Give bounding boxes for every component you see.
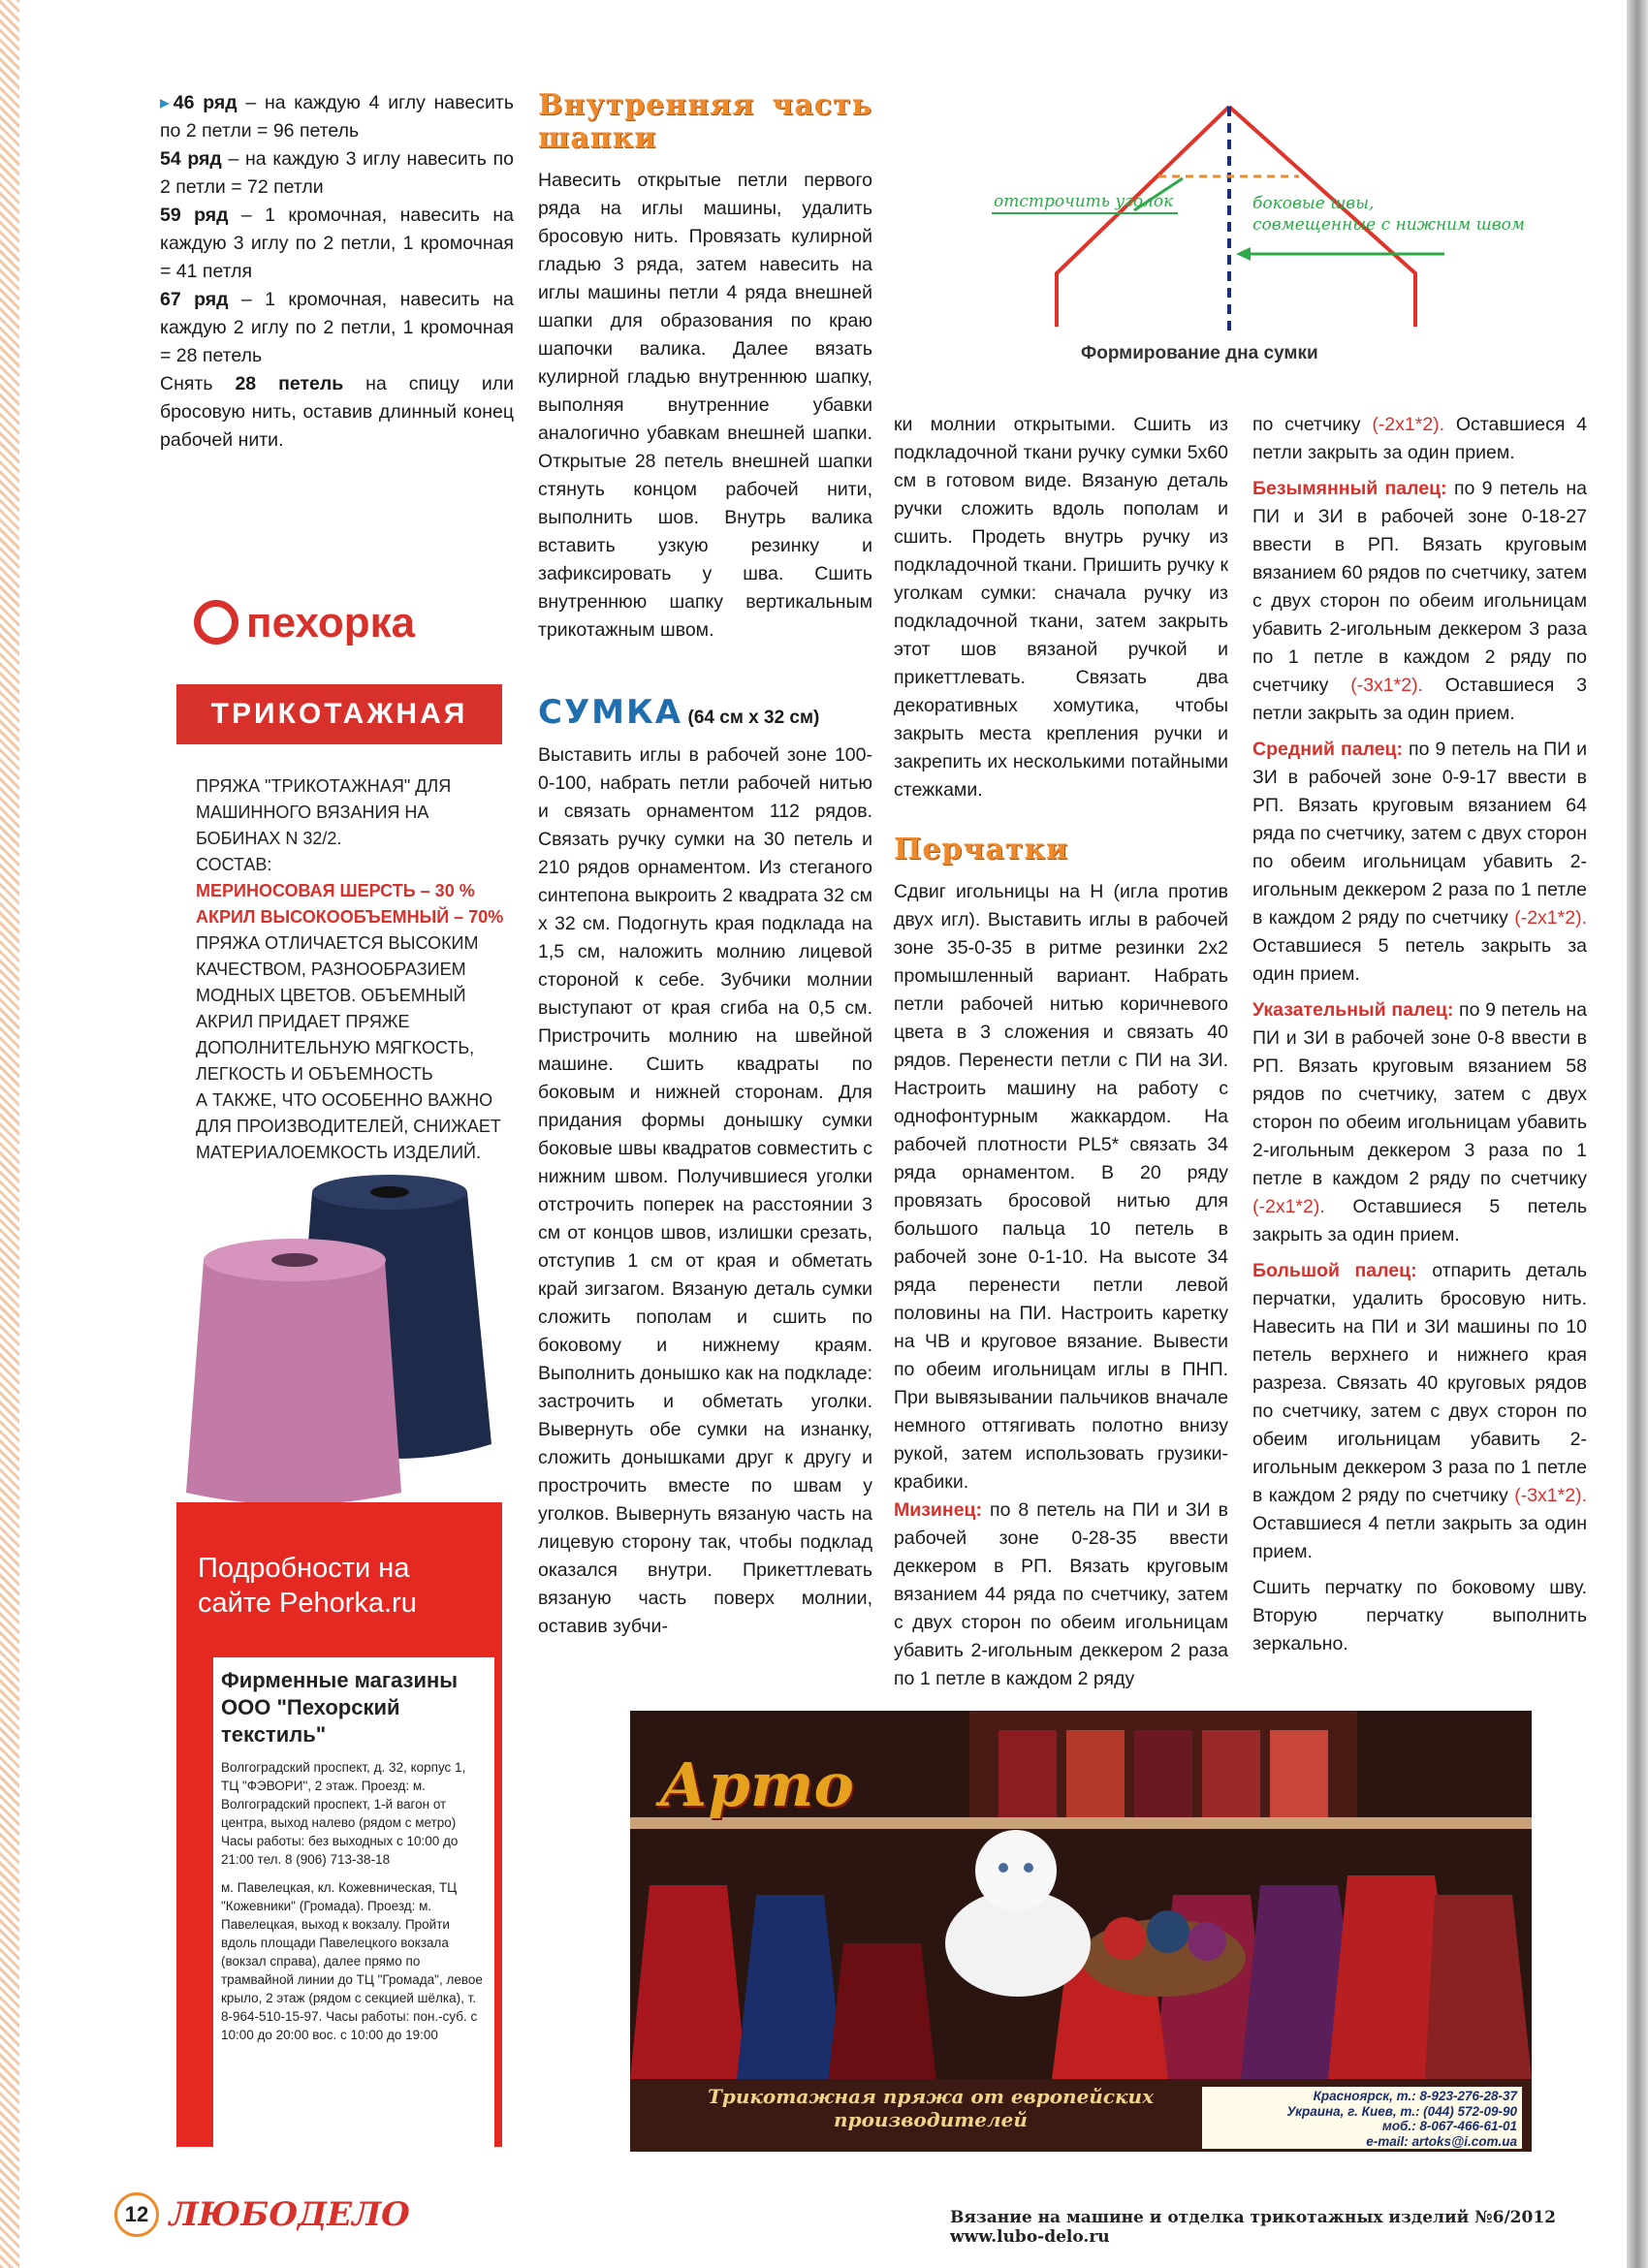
bag-outline-left: [1057, 107, 1229, 327]
bag-text: Выставить иглы в рабочей зоне 100-0-100, набрать петли рабочей нитью и связать орнаментом 112 рядов. Связать ручку сумки на 30 петель и 210 рядов орнаментом. Из стеганого синтепона выкроить 2 квадрата 32 см х 32 см. Подогнуть края подклада на 1,5 см, наложить молнию лицевой стороной к себе. Зубчики молнии выступают от края сгиба на 0,5 см. Пристрочить молнию на швейной машине. Сшить квадраты по боковым и нижней сторонам. Для придания формы донышку сумки боковые швы квадратов совместить с нижним швом. Получившиеся уголки отстрочить поперек на расстоянии 3 см от концов швов, излишки срезать, отступив 1 см от края и обметать край зигзагом. Вязаную деталь сумки сложить пополам и сшить по боковому и нижнему краям. Выполнить донышко как на подкладе: застрочить и обметать уголки. Вывернуть обе сумки на изнанку, сложить донышками друг к другу и прострочить вместе по швам у уголков. Вывернуть вязаную часть на лицевую сторону так, чтобы подклад оказался внутри. Прикеттлевать вязаную часть поверх молнии, оставив зубчи-: [538, 744, 872, 1637]
column-4: [1252, 411, 1587, 1658]
final-text: Сшить перчатку по боковому шву. Вторую перчатку выполнить зеркально.: [1252, 1577, 1587, 1654]
heading-gloves: Перчатки: [894, 833, 1069, 866]
diagram-svg: [989, 89, 1551, 380]
ring-finger-text: Безымянный палец: по 9 петель на ПИ и ЗИ в рабочей зоне 0-18-27 ввести в РП. Вязать круговым вязанием 60 рядов по счетчику, затем с двух сторон по обеим игольницам убавить 2-игольным деккером 3 раза по 1 петле в каждом 2 ряду по счетчику (-3x1*2). Оставшиеся 3 петли закрыть за один прием.: [1252, 478, 1587, 724]
arto-slogan: Трикотажная пряжа от европейских производителей: [707, 2085, 1155, 2131]
middle-finger-text: Средний палец: по 9 петель на ПИ и ЗИ в рабочей зоне 0-9-17 ввести в РП. Вязать круговым вязанием 64 ряда по счетчику, затем с двух сторон по обеим игольницам убавить 2-игольным деккером 2 раза по 1 петле в каждом 2 ряду по счетчику (-2x1*2). Оставшиеся 5 петель закрыть за один прием.: [1252, 739, 1587, 985]
bag-size: (64 см х 32 см): [687, 708, 820, 728]
bullet-arrow-icon: ▸: [160, 92, 170, 113]
row-67: 67 ряд – 1 кромочная, навесить на каждую 2 иглу по 2 петли, 1 кромочная = 28 петель: [160, 289, 514, 366]
arrow-right-head: [1236, 247, 1251, 261]
column-2: [538, 89, 872, 1641]
bag-continued-text: ки молнии открытыми. Сшить из подкладочной ткани ручку сумки 5х60 см в готовом виде. Вязаную деталь ручки сложить вдоль пополам и сшить. Продеть внутрь ручку из подкладочной ткани. Пришить ручку к уголкам сумки: сначала ручку из подкладочной ткани, затем закрыть этот шов вязаной ручкой и прикеттлевать. Связать два декоративных хомутика, чтобы закрыть места крепления ручки и закрепить их несколькими потайными стежками.: [894, 414, 1228, 801]
store-2: м. Павелецкая, кл. Кожевническая, ТЦ "Кожевники" (Громада). Проезд: м. Павелецкая, выход к вокзалу. Пройти вдоль площади Павелецкого вокзала (вокзал справа), далее прямо по трамвайной линии до ТЦ "Громада", левое крыло, 2 этаж (рядом с секцией шёлка), т. 8-964-510-15-97. Часы работы: пон.-суб. с 10:00 до 20:00 вос. с 10:00 до 19:00: [221, 1880, 483, 2042]
label-side-seams-2: совмещенные с нижним швом: [1252, 215, 1525, 235]
pehorka-swirl-icon: [194, 600, 238, 645]
inner-hat-text: Навесить открытые петли первого ряда на иглы машины, удалить бросовую нить. Провязать кулирной гладью 3 ряда, затем навесить на иглы машины петли 4 ряда внешней шапки для образования по краю шапочки валика. Далее вязать кулирной гладью внутреннюю шапку, выполняя внутренние убавки аналогично убавкам внешней шапки. Открытые 28 петель внешней шапки стянуть концом рабочей нити, выполнить шов. Внутрь валика вставить узкую резинку и зафиксировать у шва. Сшить внутреннюю шапку вертикальным трикотажным швом.: [538, 170, 872, 641]
yarn-cones-svg: [176, 1153, 502, 1502]
gloves-text: Сдвиг игольницы на Н (игла против двух игл). Выставить иглы в рабочей зоне 35-0-35 в ритме резинки 2х2 промышленный вариант. Набрать петли рабочей нитью коричневого цвета в 3 сложения и связать 40 рядов. Перенести петли с ПИ на ЗИ. Настроить машину на работу с однофонтурным жаккардом. На рабочей плотности PL5* связать 34 ряда орнаментом. В 20 ряду провязать бросовой нитью для большого пальца 10 петель в рабочей зоне 0-1-10. На высоте 34 ряда перенести петли левой половины на ПИ. Настроить каретку на ЧВ и круговое вязание. Вывести по обеим игольницам иглы в ПНП. При вывязывании пальчиков вначале немного оттягивать полотно внизу рукой, затем использовать грузики-крабики.: [894, 881, 1228, 1493]
column-1: [160, 89, 514, 455]
footer-brand: [114, 2192, 410, 2237]
pehorka-banner: ТРИКОТАЖНАЯ: [176, 684, 502, 744]
arto-contacts: Красноярск, т.: 8-923-276-28-37 Украина, г. Киев, т.: (044) 572-09-90 моб.: 8-067-466-61-01 e-mail: artoks@i.com.ua: [1286, 2089, 1517, 2149]
label-side-seams-1: боковые швы,: [1252, 194, 1375, 213]
yarn-cones-image: [176, 1153, 502, 1502]
little-finger-text: Мизинец: по 8 петель на ПИ и ЗИ в рабочей зоне 0-28-35 ввести деккером в РП. Вязать круговым вязанием 44 ряда по счетчику, затем с двух сторон по обеим игольницам убавить 2-игольным деккером 2 раза по 1 петле в каждом 2 ряду: [894, 1499, 1228, 1689]
remove-stitches: Снять 28 петель на спицу или бросовую нить, оставив длинный конец рабочей нити.: [160, 373, 514, 451]
arto-logo: Арто: [659, 1749, 854, 1820]
stores-title: Фирменные магазины ООО "Пехорский текстиль": [221, 1668, 459, 1747]
column-3: [894, 411, 1228, 1693]
stores-card: [213, 1657, 494, 2147]
label-stitch-corner: отстрочить уголок: [994, 192, 1174, 211]
store-1: Волгоградский проспект, д. 32, корпус 1, ТЦ "ФЭВОРИ", 2 этаж. Проезд: м. Волгоградский проспект, 1-й вагон от центра, выход налево (рядом с метро) Часы работы: без выходных с 10:00 до 21:00 тел. 8 (906) 713-38-18: [221, 1760, 466, 1867]
page-number: 12: [114, 2192, 159, 2237]
bag-heading: [538, 693, 872, 732]
pehorka-contact-box: [176, 1502, 502, 2147]
row-54: 54 ряд – на каждую 3 иглу навесить по 2 петли = 72 петли: [160, 148, 514, 198]
row-46: ▸ 46 ряд – на каждую 4 иглу навесить по 2 петли = 96 петель: [160, 92, 514, 142]
little-finger-end: по счетчику (-2x1*2). Оставшиеся 4 петли закрыть за один прием.: [1252, 414, 1587, 463]
bag-bottom-diagram: [989, 89, 1551, 380]
left-edge-stripe: [0, 0, 19, 2268]
row-59: 59 ряд – 1 кромочная, навесить на каждую 3 иглу по 2 петли, 1 кромочная = 41 петля: [160, 205, 514, 282]
pehorka-description: ПРЯЖА "ТРИКОТАЖНАЯ" ДЛЯ МАШИННОГО ВЯЗАНИЯ НА БОБИНАХ N 32/2. СОСТАВ: МЕРИНОСОВАЯ ШЕРСТЬ – 30 % АКРИЛ ВЫСОКООБЪЕМНЫЙ – 70% ПРЯЖА ОТЛИЧАЕТСЯ ВЫСОКИМ КАЧЕСТВОМ, РАЗНООБРАЗИЕМ МОДНЫХ ЦВЕТОВ. ОБЪЕМНЫЙ АКРИЛ ПРИДАЕТ ПРЯЖЕ ДОПОЛНИТЕЛЬНУЮ МЯГКОСТЬ, ЛЕГКОСТЬ И ОБЪЕМНОСТЬ А ТАКЖЕ, ЧТО ОСОБЕННО ВАЖНО ДЛЯ ПРОИЗВОДИТЕЛЕЙ, СНИЖАЕТ МАТЕРИАЛОЕМКОСТЬ ИЗДЕЛИЙ.: [196, 776, 504, 1162]
page-binding-edge: [1627, 0, 1648, 2268]
arto-advertisement: [630, 1711, 1532, 2152]
thumb-text: Большой палец: отпарить деталь перчатки, удалить бросовую нить. Навесить на ПИ и ЗИ машины по 10 петель верхнего и нижнего края разреза. Связать 40 круговых рядов по счетчику, затем с двух сторон по обеим игольницам убавить 2-игольным деккером 3 раза по 1 петле в каждом 2 ряду по счетчику (-3x1*2). Оставшиеся 4 петли закрыть за один прием.: [1252, 1260, 1588, 1562]
bag-title: СУМКА: [538, 693, 683, 732]
index-finger-text: Указательный палец: по 9 петель на ПИ и ЗИ в рабочей зоне 0-8 ввести в РП. Вязать круговым вязанием 58 рядов по счетчику, затем с двух сторон по обеим игольницам убавить 2-игольным деккером 3 раза по 1 петле в каждом 2 ряду по счетчику (-2x1*2). Оставшиеся 5 петель закрыть за один прием.: [1252, 999, 1587, 1245]
footer-issue: Вязание на машине и отделка трикотажных изделий №6/2012 www.lubo-delo.ru: [950, 2208, 1556, 2247]
pehorka-logo: пехорка: [194, 599, 415, 647]
pehorka-details: Подробности на сайте Pehorka.ru: [198, 1553, 417, 1619]
heading-inner-hat: Внутренняя часть шапки: [538, 88, 872, 155]
magazine-logo: ЛЮБОДЕЛО: [169, 2195, 410, 2234]
diagram-caption: Формирование дна сумки: [1081, 343, 1318, 363]
